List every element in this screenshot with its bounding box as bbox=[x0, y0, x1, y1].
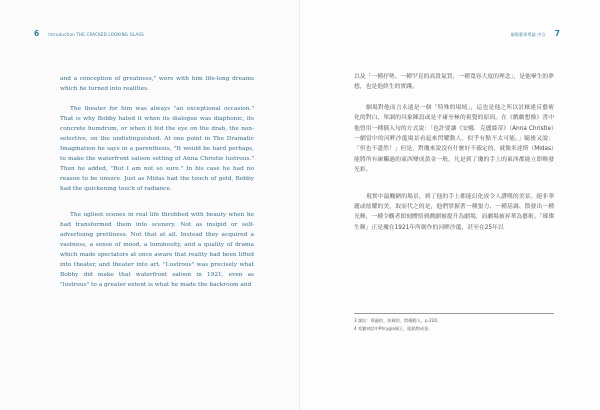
right-page-number: 7 bbox=[554, 29, 560, 38]
footnotes bbox=[354, 313, 554, 332]
english-paragraph: The ugliest scenes in real life throbbed with beauty when he had transformed them into scenery. Not as insipid or self-advertising prettiness. Not that at all. Instead they acquired a vastness, a sense of mood, a luminosity, and a quality of drama which made spectators at once aware that reality had been lifted into theater, and theater into art. "Lustrous" was precisely what Bobby did make that waterfront saloon in 1921, even as "lustrous" to a greater extent is what he made the backroom and bbox=[60, 212, 254, 288]
chinese-paragraph: 現實中最醜陋的場景，到了他的手上都能幻化成令人讚嘆的美景。絕非華麗或炫耀的美，取而代之的是，他們掌握著一種張力、一種基調、散發出一種光輝，一種令觀者即刻體悟到戲劇被提升為劇場，而劇場被昇華為藝術。「璀璨生輝」正是瓊在1921年所創作的河畔沙龍，甚至在25年以 bbox=[354, 193, 554, 231]
chinese-text-block bbox=[354, 72, 554, 243]
right-running-head: 劇場藝術導論 序言 bbox=[510, 32, 546, 37]
left-running-head: Introduction THE CRACKED LOOKING GLASS bbox=[48, 32, 144, 37]
chinese-paragraph: 劇場對他而言永遠是一個「特殊的場域」，這也是他之所以討厭違反藝術化的對白、單調的具象陳設或是平庸至極的視覺的原因。在《戲劇想像》書中他曾用一種插入句的方式說：「也許要讓《安娜．克麗絲蒂》（Anna Christie）一劇當中的河畔沙龍場景看起來閃耀動人，似乎有點不太可能。」隨後又說：「但也不盡然！」但是，對瓊來說沒有什麼好不確定的，就像米達斯（Midas）能將所有碰觸過的東西變成黃金一般，凡是到了瓊的手上的東西都能立即煥發光彩。 bbox=[354, 104, 554, 174]
left-page-header bbox=[34, 21, 148, 40]
right-page-header bbox=[507, 21, 560, 40]
english-paragraph: and a conception of greatness," were with him life-long dreams which he turned into realities. bbox=[60, 76, 254, 92]
footnote: 3 譯註：華麗的、炫耀的、閃耀動人。p.220。 bbox=[354, 318, 442, 323]
left-page-number: 6 bbox=[34, 29, 40, 38]
english-text-block bbox=[60, 74, 254, 300]
english-paragraph: The theater for him was always "an exceptional occasion." That is why Bobby hated it when its dialogue was diaphonic, its concrete humdrum, or when it fed the eye on the drab, the non-selective, on the undistinguished. At one point in The Dramatic Imagination he says in a parenthesis, "It would be hard perhaps, to make the waterfront saloon setting of Anna Christie lustrous." Then he added, "But I am not so sure." In his case he had no reason to be unsure. Just as Midas had the touch of gold, Bobby had the quickening touch of radiance. bbox=[60, 106, 254, 192]
footnote: 4 希臘神話中Phrygia國王，能點物成金。 bbox=[354, 325, 433, 331]
chinese-paragraph: 以及「一種抒勢、一種罕見的高貴氣質，一種寬容大度的理念」，是他畢生的夢想，也是他終生的實踐。 bbox=[354, 74, 554, 91]
